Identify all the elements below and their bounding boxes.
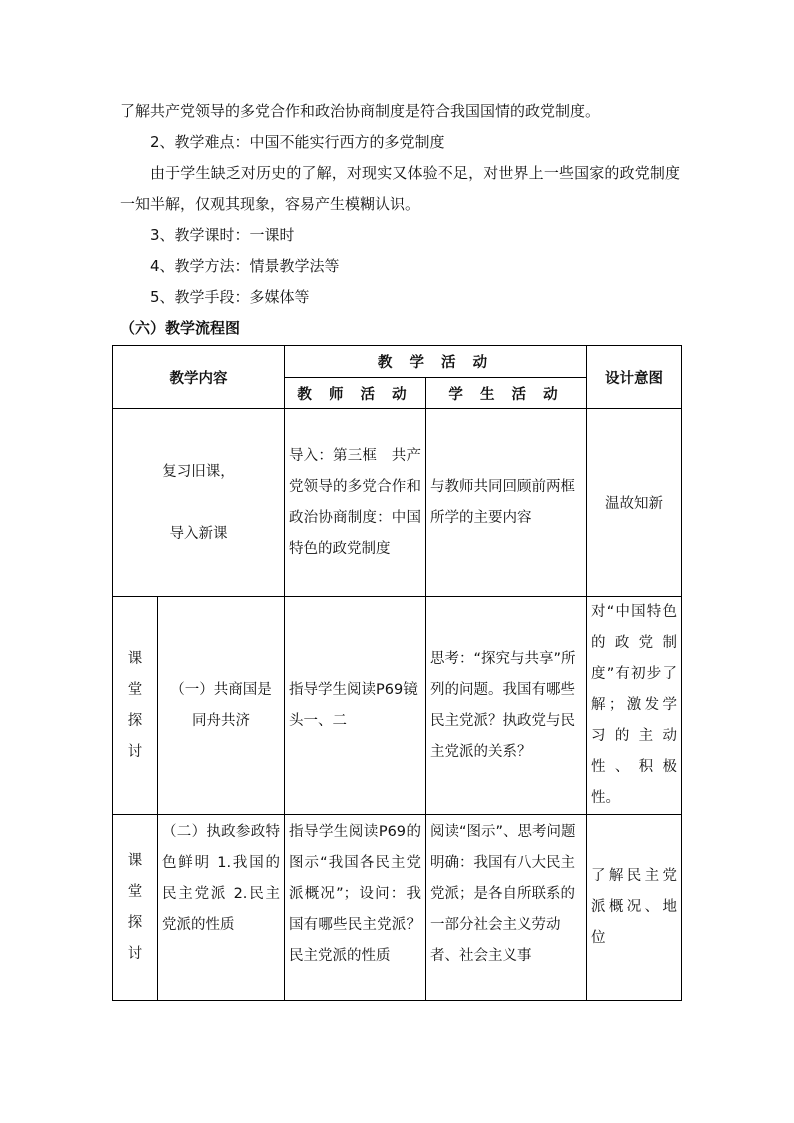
section-title: （六）教学流程图 bbox=[120, 319, 241, 337]
header-teaching-content: 教学内容 bbox=[113, 346, 285, 409]
teaching-flow-table bbox=[112, 345, 682, 1001]
teaching-method: 4、教学方法：情景教学法等 bbox=[150, 257, 340, 275]
header-teacher-activity: 教 师 活 动 bbox=[285, 378, 426, 409]
intro-line: 了解共产党领导的多党合作和政治协商制度是符合我国国情的政党制度。 bbox=[120, 102, 601, 120]
header-teaching-activity: 教 学 活 动 bbox=[285, 346, 587, 378]
row3-label: 课堂探讨 bbox=[113, 815, 158, 1001]
teaching-hours: 3、教学课时：一课时 bbox=[150, 226, 295, 244]
header-student-activity: 学 生 活 动 bbox=[426, 378, 587, 409]
row3-content: （二）执政参政特色鲜明 1.我国的民主党派 2.民主党派的性质 bbox=[158, 815, 285, 1001]
row1-student: 与教师共同回顾前两框所学的主要内容 bbox=[426, 409, 587, 597]
row2-content: （一）共商国是同舟共济 bbox=[158, 597, 285, 815]
row2-label: 课堂探讨 bbox=[113, 597, 158, 815]
row1-intent: 温故知新 bbox=[587, 409, 682, 597]
table-row bbox=[113, 597, 682, 815]
row2-teacher: 指导学生阅读P69镜头一、二 bbox=[285, 597, 426, 815]
row3-student: 阅读“图示”、思考问题 明确：我国有八大民主党派；是各自所联系的一部分社会主义劳动者、社会主义事 bbox=[426, 815, 587, 1001]
teaching-means: 5、教学手段：多媒体等 bbox=[150, 288, 310, 306]
row2-student: 思考：“探究与共享”所列的问题。我国有哪些民主党派？执政党与民主党派的关系？ bbox=[426, 597, 587, 815]
table-row bbox=[113, 409, 682, 597]
table-row bbox=[113, 815, 682, 1001]
row2-intent: 对“中国特色的政党制度”有初步了解；激发学习的主动性、积极性。 bbox=[587, 597, 682, 815]
teaching-difficulty: 2、教学难点：中国不能实行西方的多党制度 bbox=[150, 133, 445, 151]
row1-content-line2: 导入新课 bbox=[169, 525, 228, 542]
row3-intent: 了解民主党派概况、地位 bbox=[587, 815, 682, 1001]
row1-content bbox=[113, 409, 285, 597]
row1-content-line1: 复习旧课， bbox=[162, 463, 235, 480]
difficulty-description: 由于学生缺乏对历史的了解，对现实又体验不足，对世界上一些国家的政党制度一知半解，仅观其现象，容易产生模糊认识。 bbox=[120, 164, 680, 213]
row1-teacher: 导入：第三框 共产党领导的多党合作和政治协商制度：中国特色的政党制度 bbox=[285, 409, 426, 597]
row3-teacher: 指导学生阅读P69的图示“我国各民主党派概况”；设问：我国有哪些民主党派？民主党派的性质 bbox=[285, 815, 426, 1001]
header-design-intent: 设计意图 bbox=[587, 346, 682, 409]
